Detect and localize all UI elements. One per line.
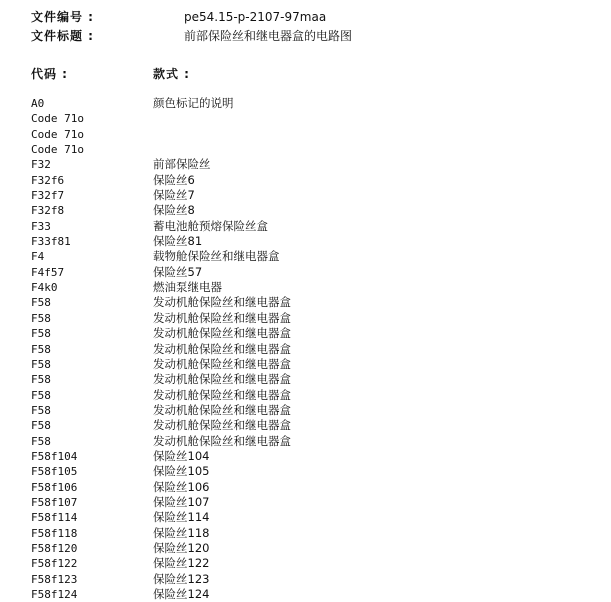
item-code: F4k0 xyxy=(31,281,58,295)
item-description: 保险丝122 xyxy=(153,556,210,571)
item-code: F58f118 xyxy=(31,526,78,540)
item-code: A0 xyxy=(31,97,45,110)
code-list xyxy=(31,96,591,602)
list-item xyxy=(31,188,591,203)
list-item xyxy=(31,418,591,433)
list-item xyxy=(31,295,591,310)
list-item xyxy=(31,434,591,449)
item-description: 载物舱保险丝和继电器盒 xyxy=(153,249,280,264)
item-code: F58f120 xyxy=(31,541,78,555)
item-code: F58 xyxy=(31,342,51,356)
item-code: F58 xyxy=(31,403,51,417)
list-item xyxy=(31,219,591,234)
item-code: F58f123 xyxy=(31,572,78,586)
item-description: 保险丝118 xyxy=(153,525,210,540)
list-item xyxy=(31,572,591,587)
item-description: 前部保险丝 xyxy=(153,157,211,172)
item-description: 保险丝114 xyxy=(153,510,210,525)
item-description: 发动机舱保险丝和继电器盒 xyxy=(153,402,291,417)
list-item xyxy=(31,357,591,372)
item-description: 保险丝7 xyxy=(153,188,195,203)
list-item xyxy=(31,157,591,172)
item-code: F58 xyxy=(31,296,51,310)
item-description: 发动机舱保险丝和继电器盒 xyxy=(153,356,291,371)
item-code: F4f57 xyxy=(31,265,65,279)
list-item xyxy=(31,342,591,357)
item-code: F58f106 xyxy=(31,480,78,494)
list-item xyxy=(31,495,591,510)
item-description: 发动机舱保险丝和继电器盒 xyxy=(153,433,291,448)
item-code: F4 xyxy=(31,250,45,264)
list-item xyxy=(31,142,591,157)
item-code: Code 71o xyxy=(31,127,84,141)
file-number-label: 文件编号 : xyxy=(31,10,94,24)
list-item xyxy=(31,280,591,295)
item-description: 发动机舱保险丝和继电器盒 xyxy=(153,326,291,341)
item-code: F58f114 xyxy=(31,511,78,525)
item-description: 发动机舱保险丝和继电器盒 xyxy=(153,387,291,402)
list-item xyxy=(31,556,591,571)
item-code: F58f107 xyxy=(31,495,78,509)
item-description: 发动机舱保险丝和继电器盒 xyxy=(153,418,291,433)
item-code: F58f124 xyxy=(31,588,78,601)
list-item xyxy=(31,388,591,403)
file-title-value: 前部保险丝和继电器盒的电路图 xyxy=(184,29,353,43)
list-item xyxy=(31,510,591,525)
item-description: 保险丝120 xyxy=(153,540,210,555)
item-code: F33f81 xyxy=(31,235,71,249)
item-code: F58 xyxy=(31,311,51,325)
item-description: 保险丝105 xyxy=(153,464,210,479)
list-item xyxy=(31,234,591,249)
list-item xyxy=(31,372,591,387)
item-description: 发动机舱保险丝和继电器盒 xyxy=(153,372,291,387)
item-description: 发动机舱保险丝和继电器盒 xyxy=(153,341,291,356)
item-description: 保险丝106 xyxy=(153,479,210,494)
item-description: 燃油泵继电器 xyxy=(153,280,222,295)
item-code: F58 xyxy=(31,357,51,371)
item-description: 保险丝107 xyxy=(153,494,210,509)
list-item xyxy=(31,403,591,418)
list-item xyxy=(31,541,591,556)
item-code: F32f8 xyxy=(31,204,65,218)
item-description: 保险丝81 xyxy=(153,234,203,249)
item-code: F58 xyxy=(31,327,51,341)
list-item xyxy=(31,311,591,326)
item-description: 保险丝104 xyxy=(153,448,210,463)
item-description: 发动机舱保险丝和继电器盒 xyxy=(153,295,291,310)
item-code: F58f105 xyxy=(31,465,78,479)
list-item xyxy=(31,111,591,126)
code-column-header: 代码 : xyxy=(31,67,68,81)
item-code: F33 xyxy=(31,219,51,233)
item-code: F32f7 xyxy=(31,189,65,203)
item-code: F58 xyxy=(31,388,51,402)
list-item xyxy=(31,464,591,479)
item-code: F32 xyxy=(31,158,51,172)
list-item xyxy=(31,96,591,111)
item-code: F58f122 xyxy=(31,557,78,571)
list-item xyxy=(31,326,591,341)
item-code: F58f104 xyxy=(31,449,78,463)
item-description: 保险丝8 xyxy=(153,203,195,218)
list-item xyxy=(31,173,591,188)
item-description: 保险丝123 xyxy=(153,571,210,586)
item-code: F32f6 xyxy=(31,173,65,187)
item-code: F58 xyxy=(31,419,51,433)
list-item xyxy=(31,249,591,264)
list-item xyxy=(31,480,591,495)
item-description: 保险丝124 xyxy=(153,587,210,601)
item-description: 发动机舱保险丝和继电器盒 xyxy=(153,310,291,325)
item-description: 颜色标记的说明 xyxy=(153,96,234,110)
file-number-value: pe54.15-p-2107-97maa xyxy=(184,10,327,24)
item-description: 保险丝57 xyxy=(153,264,203,279)
list-item xyxy=(31,127,591,142)
item-description: 蓄电池舱预熔保险丝盒 xyxy=(153,218,268,233)
style-column-header: 款式 : xyxy=(153,67,190,81)
item-description: 保险丝6 xyxy=(153,172,195,187)
list-item xyxy=(31,526,591,541)
item-code: Code 71o xyxy=(31,143,84,157)
item-code: F58 xyxy=(31,434,51,448)
list-item xyxy=(31,203,591,218)
item-code: F58 xyxy=(31,373,51,387)
list-item xyxy=(31,449,591,464)
file-title-label: 文件标题 : xyxy=(31,29,94,43)
list-item xyxy=(31,265,591,280)
item-code: Code 71o xyxy=(31,112,84,126)
